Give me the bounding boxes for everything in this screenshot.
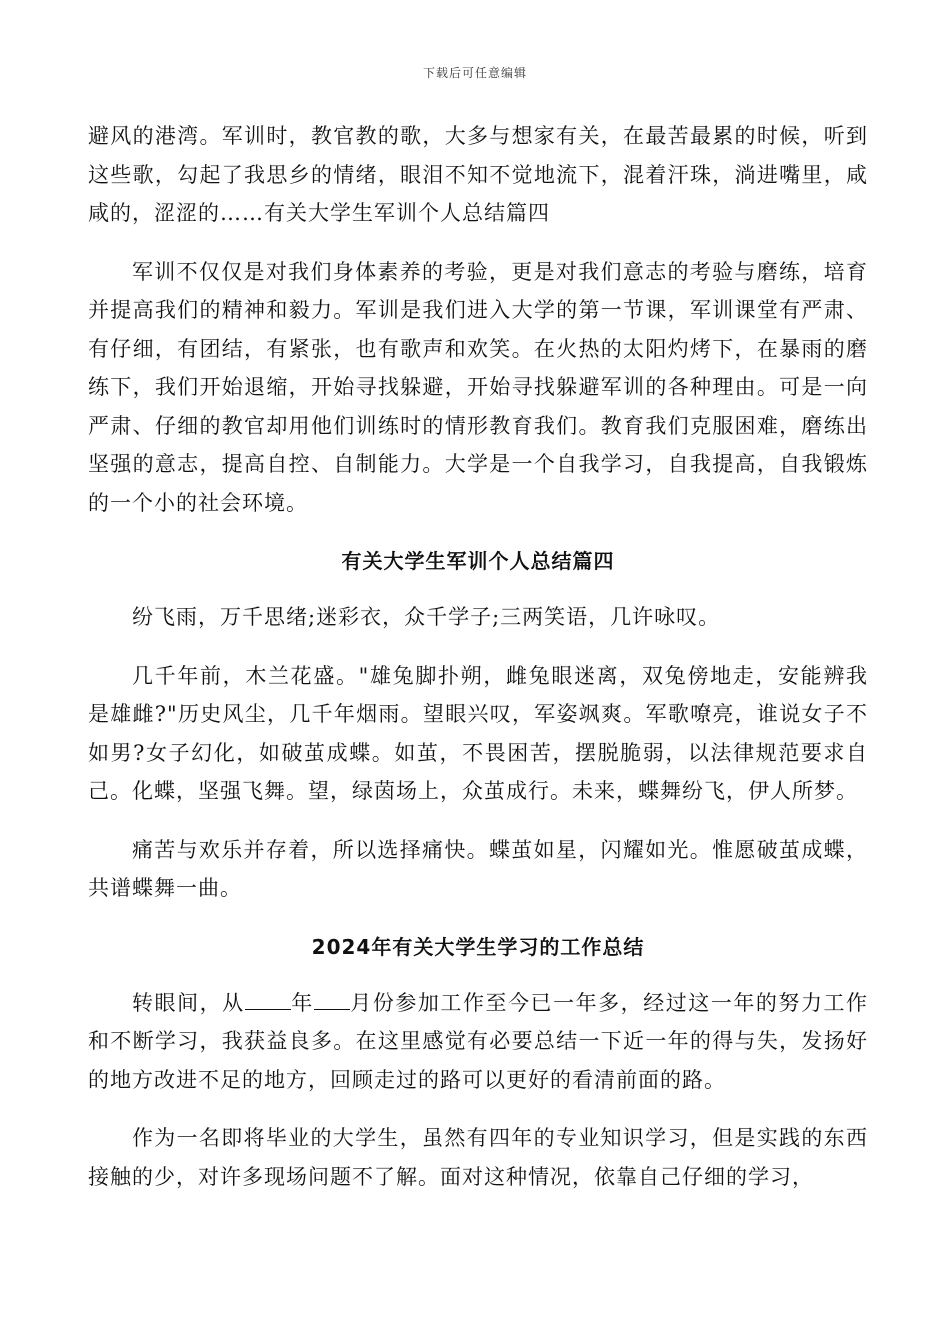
- paragraph-2: 军训不仅仅是对我们身体素养的考验，更是对我们意志的考验与磨练，培育并提高我们的精神和毅力。军训是我们进入大学的第一节课，军训课堂有严肃、有仔细，有团结，有紧张，也有歌声和欢笑。在火热的太阳灼烤下，在暴雨的磨练下，我们开始退缩，开始寻找躲避，开始寻找躲避军训的各种理由。可是一向严肃、仔细的教官却用他们训练时的情形教育我们。教育我们克服困难，磨练出坚强的意志，提高自控、自制能力。大学是一个自我学习，自我提高，自我锻炼的一个小的社会环境。: [88, 259, 868, 515]
- year-blank: [245, 991, 291, 1010]
- paragraph-6-part-a: 转眼间，从: [132, 990, 245, 1015]
- paragraph-3: 纷飞雨，万千思绪;迷彩衣，众千学子;三两笑语，几许咏叹。: [132, 605, 721, 629]
- paragraph-4: 几千年前，木兰花盛。"雄兔脚扑朔，雌兔眼迷离，双兔傍地走，安能辨我是雄雌?"历史风尘，几千年烟雨。望眼兴叹，军姿飒爽。军歌嘹亮，谁说女子不如男?女子幻化，如破茧成蝶。如茧，不畏困苦，摆脱脆弱，以法律规范要求自己。化蝶，坚强飞舞。望，绿茵场上，众茧成行。未来，蝶舞纷飞，伊人所梦。: [88, 663, 868, 803]
- month-blank: [314, 991, 350, 1010]
- paragraph-6: [88, 984, 868, 1100]
- paragraph-1: 避风的港湾。军训时，教官教的歌，大多与想家有关，在最苦最累的时候，听到这些歌，勾起了我思乡的情绪，眼泪不知不觉地流下，混着汗珠，淌进嘴里，咸咸的，涩涩的……有关大学生军训个人总结篇四: [88, 124, 868, 225]
- page-header: 下载后可任意编辑: [422, 66, 527, 80]
- paragraph-7: 作为一名即将毕业的大学生，虽然有四年的专业知识学习，但是实践的东西接触的少，对许多现场问题不了解。面对这种情况，依靠自己仔细的学习，: [88, 1126, 868, 1189]
- section-heading-2: 2024年有关大学生学习的工作总结: [311, 934, 645, 959]
- paragraph-6-part-c: 月份参加工作至今已一年多，经过这一年的努力工作和不断学习，我获益良多。在这里感觉有必要总结一下近一年的得与失，发扬好的地方改进不足的地方，回顾走过的路可以更好的看清前面的路。: [88, 990, 869, 1092]
- paragraph-6-part-b: 年: [290, 990, 314, 1015]
- paragraph-5: 痛苦与欢乐并存着，所以选择痛快。蝶茧如星，闪耀如光。惟愿破茧成蝶，共谱蝶舞一曲。: [88, 837, 868, 900]
- document-body: [88, 117, 868, 1196]
- section-heading-1: 有关大学生军训个人总结篇四: [341, 549, 615, 573]
